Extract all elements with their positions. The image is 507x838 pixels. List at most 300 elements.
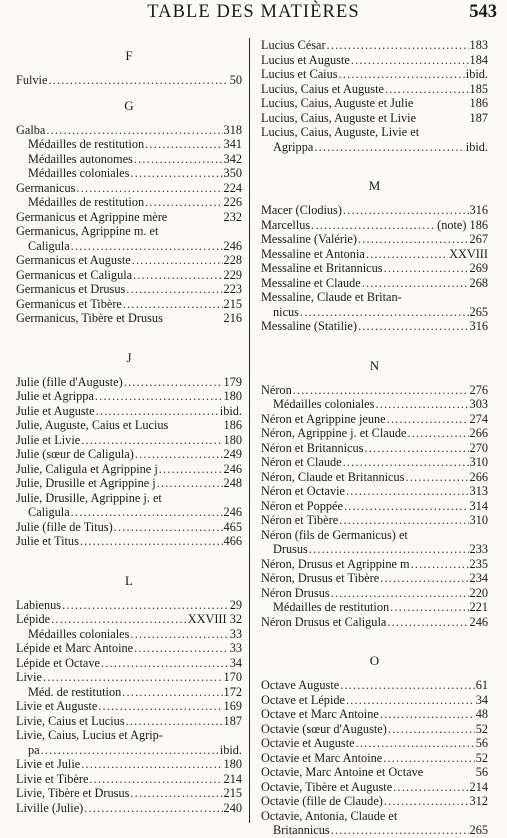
entry-page-number: 312 bbox=[469, 794, 488, 808]
dot-leader bbox=[84, 801, 222, 816]
index-entry bbox=[261, 600, 488, 615]
dot-leader bbox=[96, 404, 219, 419]
dot-leader bbox=[122, 685, 222, 700]
dot-leader bbox=[134, 641, 229, 656]
index-entry bbox=[16, 627, 242, 642]
column-divider bbox=[249, 38, 250, 823]
entry-page-number: 269 bbox=[469, 261, 488, 275]
index-entry bbox=[16, 152, 242, 167]
entry-page-number: 169 bbox=[223, 699, 242, 713]
index-entry bbox=[16, 268, 242, 283]
entry-label: Germanicus et Drusus bbox=[16, 282, 126, 296]
index-entry bbox=[16, 297, 242, 312]
dot-leader bbox=[358, 232, 469, 247]
index-entry bbox=[16, 641, 242, 656]
entry-page-number: 223 bbox=[223, 282, 242, 296]
entry-label: Médailles coloniales bbox=[273, 397, 375, 411]
index-entry bbox=[16, 389, 242, 404]
dot-leader bbox=[126, 714, 223, 729]
dot-leader bbox=[346, 693, 475, 708]
entry-page-number: 214 bbox=[469, 779, 488, 794]
index-entry bbox=[261, 528, 488, 543]
entry-page-number: 232 bbox=[223, 209, 242, 224]
index-entry bbox=[261, 470, 488, 485]
entry-page-number: 52 bbox=[475, 750, 488, 765]
entry-page-number: 466 bbox=[223, 534, 242, 548]
dot-leader bbox=[411, 557, 469, 572]
index-entry bbox=[261, 232, 488, 247]
entry-label: Julie, Drusille et Agrippine j bbox=[16, 476, 156, 490]
dot-leader bbox=[343, 455, 469, 470]
dot-leader bbox=[340, 678, 475, 693]
section-letter: O bbox=[369, 653, 380, 668]
index-entry bbox=[16, 714, 242, 729]
dot-leader bbox=[46, 123, 222, 138]
entry-page-number: 216 bbox=[223, 311, 242, 325]
entry-label: Julie et Livie bbox=[16, 432, 81, 447]
entry-label: Julie (fille de Titus) bbox=[16, 519, 113, 534]
entry-page-number: 265 bbox=[469, 304, 488, 319]
entry-page-number: 29 bbox=[229, 597, 242, 612]
index-entry bbox=[16, 210, 242, 225]
entry-label: Octavie et Marc Antoine bbox=[261, 750, 383, 765]
index-entry bbox=[16, 253, 242, 268]
dot-leader bbox=[134, 152, 223, 167]
entry-page-number: 187 bbox=[223, 713, 242, 728]
index-entry bbox=[261, 823, 488, 838]
entry-page-number: 180 bbox=[223, 757, 242, 771]
dot-leader bbox=[62, 598, 229, 613]
index-entry bbox=[261, 319, 488, 334]
entry-label: Méd. de restitution bbox=[28, 684, 122, 699]
index-entry bbox=[16, 520, 242, 535]
page-number: 543 bbox=[469, 2, 497, 22]
entry-label: Britannicus bbox=[273, 823, 330, 837]
index-entry bbox=[261, 542, 488, 557]
index-entry bbox=[261, 736, 488, 751]
entry-label: Livie, Tibère et Drusus bbox=[16, 786, 130, 800]
index-entry bbox=[261, 707, 488, 722]
entry-label: Labienus bbox=[16, 597, 62, 612]
entry-page-number: 61 bbox=[475, 678, 488, 692]
entry-label: Germanicus et Auguste bbox=[16, 253, 131, 267]
entry-page-number: 310 bbox=[469, 455, 488, 469]
index-entry bbox=[16, 685, 242, 700]
entry-label: Liville (Julie) bbox=[16, 800, 84, 815]
entry-page-number: 186 bbox=[223, 418, 242, 432]
dot-leader bbox=[130, 166, 222, 181]
dot-leader bbox=[132, 253, 223, 268]
entry-label: Lucius et Auguste bbox=[261, 52, 350, 67]
entry-label: Octave et Lépide bbox=[261, 692, 345, 707]
dot-leader bbox=[76, 181, 222, 196]
entry-label: Médailles de restitution bbox=[28, 195, 145, 209]
entry-page-number: 228 bbox=[223, 253, 242, 267]
index-entry bbox=[261, 513, 488, 528]
entry-label: Néron, Drusus et Tibère bbox=[261, 571, 380, 585]
index-entry bbox=[16, 786, 242, 801]
entry-label: Messaline, Claude et Britan- bbox=[261, 290, 402, 304]
dot-leader bbox=[293, 383, 469, 398]
entry-label: Néron et Claude bbox=[261, 455, 342, 469]
dot-leader bbox=[145, 137, 222, 152]
index-column-left bbox=[16, 38, 242, 815]
entry-page-number: 184 bbox=[469, 52, 488, 67]
dot-leader bbox=[390, 600, 468, 615]
index-entry bbox=[16, 239, 242, 254]
entry-page-number: 303 bbox=[469, 397, 488, 411]
index-entry bbox=[261, 693, 488, 708]
entry-page-number: 180 bbox=[223, 432, 242, 447]
dot-leader bbox=[366, 247, 448, 262]
dot-leader bbox=[41, 743, 219, 758]
dot-leader bbox=[364, 441, 468, 456]
index-entry bbox=[16, 123, 242, 138]
dot-leader bbox=[387, 615, 468, 630]
entry-page-number: 316 bbox=[469, 203, 488, 217]
section-gap bbox=[261, 154, 488, 168]
section-letter: L bbox=[125, 572, 133, 588]
dot-leader bbox=[385, 82, 469, 97]
entry-page-number: 185 bbox=[469, 81, 488, 96]
entry-page-number: 274 bbox=[469, 411, 488, 426]
entry-page-number: 180 bbox=[223, 389, 242, 403]
dot-leader bbox=[51, 612, 187, 627]
index-entry bbox=[261, 140, 488, 155]
index-entry bbox=[261, 397, 488, 412]
index-entry bbox=[261, 557, 488, 572]
entry-label: Lépide et Octave bbox=[16, 655, 100, 670]
entry-page-number: 235 bbox=[469, 556, 488, 571]
dot-leader bbox=[405, 470, 468, 485]
dot-leader bbox=[380, 707, 475, 722]
dot-leader bbox=[375, 397, 468, 412]
entry-page-number: 226 bbox=[223, 195, 242, 209]
entry-label: Néron, Claude et Britannicus bbox=[261, 469, 405, 484]
entry-page-number: 270 bbox=[469, 440, 488, 455]
entry-label: Néron (fils de Germanicus) et bbox=[261, 527, 408, 542]
dot-leader bbox=[101, 656, 229, 671]
entry-label: Néron, Drusus et Agrippine m bbox=[261, 556, 410, 571]
entry-label: Germanicus bbox=[16, 180, 76, 195]
entry-page-number: 246 bbox=[469, 614, 488, 629]
index-entry bbox=[261, 412, 488, 427]
index-entry bbox=[16, 311, 242, 326]
entry-label: Livie et Auguste bbox=[16, 699, 98, 713]
page-title: TABLE DES MATIÈRES bbox=[147, 2, 360, 22]
index-entry bbox=[261, 765, 488, 780]
index-entry bbox=[16, 505, 242, 520]
entry-label: Médailles autonomes bbox=[28, 151, 133, 166]
dot-leader bbox=[130, 627, 228, 642]
entry-label: Germanicus et Caligula bbox=[16, 267, 133, 282]
entry-page-number: 246 bbox=[223, 505, 242, 519]
entry-page-number: 172 bbox=[223, 684, 242, 699]
index-entry bbox=[261, 305, 488, 320]
entry-label: Julie (fille d'Auguste) bbox=[16, 374, 123, 389]
entry-label: Octavie (sœur d'Auguste) bbox=[261, 721, 387, 736]
entry-page-number: 48 bbox=[475, 707, 488, 721]
dot-leader bbox=[387, 412, 469, 427]
index-entry bbox=[261, 125, 488, 140]
entry-page-number: 170 bbox=[223, 670, 242, 684]
entry-label: Lépide bbox=[16, 612, 51, 626]
index-entry bbox=[261, 111, 488, 126]
entry-page-number: 220 bbox=[469, 585, 488, 600]
entry-label: Julie et Agrippa bbox=[16, 389, 94, 403]
dot-leader bbox=[71, 505, 223, 520]
entry-page-number: 187 bbox=[469, 110, 488, 125]
dot-leader bbox=[393, 780, 468, 795]
index-entry bbox=[16, 476, 242, 491]
entry-page-number: 233 bbox=[469, 542, 488, 556]
dot-leader bbox=[384, 261, 469, 276]
entry-label: Julie (sœur de Caligula) bbox=[16, 447, 134, 461]
dot-leader bbox=[339, 67, 465, 82]
index-entry bbox=[261, 383, 488, 398]
dot-leader bbox=[130, 786, 222, 801]
dot-leader bbox=[383, 751, 474, 766]
dot-leader bbox=[300, 305, 469, 320]
index-entry bbox=[16, 447, 242, 462]
dot-leader bbox=[309, 542, 469, 557]
entry-label: Messaline et Britannicus bbox=[261, 261, 383, 275]
index-entry bbox=[261, 780, 488, 795]
entry-label: Macer (Clodius) bbox=[261, 203, 342, 217]
dot-leader bbox=[114, 520, 223, 535]
dot-leader bbox=[407, 426, 468, 441]
dot-leader bbox=[81, 433, 222, 448]
dot-leader bbox=[380, 571, 468, 586]
index-entry bbox=[16, 137, 242, 152]
entry-label: Livie et Julie bbox=[16, 757, 81, 771]
index-entry bbox=[16, 166, 242, 181]
entry-page-number: 234 bbox=[469, 571, 488, 585]
entry-page-number: 179 bbox=[223, 374, 242, 389]
dot-leader bbox=[388, 722, 475, 737]
index-entry bbox=[261, 441, 488, 456]
section-letter: J bbox=[126, 349, 132, 365]
entry-label: Néron et Agrippine jeune bbox=[261, 411, 386, 426]
entry-label: Lucius, Caius, Auguste et Livie bbox=[261, 110, 417, 125]
entry-label: Caligula bbox=[28, 238, 70, 253]
index-entry bbox=[261, 571, 488, 586]
entry-page-number: 316 bbox=[469, 319, 488, 333]
entry-label: Octavie (fille de Claude) bbox=[261, 794, 383, 808]
dot-leader bbox=[81, 757, 222, 772]
index-entry bbox=[261, 722, 488, 737]
entry-page-number: 266 bbox=[469, 426, 488, 440]
index-entry bbox=[261, 67, 488, 82]
entry-page-number: 265 bbox=[469, 823, 488, 837]
dot-leader bbox=[157, 476, 223, 491]
dot-leader bbox=[356, 736, 475, 751]
dot-leader bbox=[346, 484, 469, 499]
entry-label: Marcellus bbox=[261, 217, 311, 232]
entry-label: Lucius et Caius bbox=[261, 67, 338, 81]
entry-label: Lucius, Caius et Auguste bbox=[261, 81, 384, 96]
index-entry bbox=[261, 261, 488, 276]
entry-label: Messaline (Statilie) bbox=[261, 319, 357, 333]
index-entry bbox=[261, 247, 488, 262]
entry-page-number: 224 bbox=[223, 180, 242, 195]
index-entry bbox=[16, 404, 242, 419]
dot-leader bbox=[344, 499, 469, 514]
index-entry bbox=[16, 433, 242, 448]
entry-label: Julie, Auguste, Caius et Lucius bbox=[16, 418, 169, 432]
section-letter: F bbox=[125, 48, 133, 63]
entry-label: Messaline et Claude bbox=[261, 275, 361, 290]
entry-label: Galba bbox=[16, 122, 46, 137]
entry-page-number: 186 bbox=[469, 96, 488, 110]
page-header bbox=[0, 2, 507, 28]
entry-label: Livie bbox=[16, 670, 42, 684]
index-entry bbox=[16, 728, 242, 743]
entry-label: Messaline et Antonia bbox=[261, 246, 365, 261]
index-entry bbox=[16, 73, 242, 88]
index-entry bbox=[16, 612, 242, 627]
dot-leader bbox=[126, 282, 222, 297]
entry-label: Lucius, Caius, Auguste et Julie bbox=[261, 96, 414, 110]
entry-page-number: 246 bbox=[223, 238, 242, 253]
entry-label: Octavie, Marc Antoine et Octave bbox=[261, 765, 424, 779]
entry-label: Médailles de restitution bbox=[273, 600, 390, 614]
entry-label: Octavie, Antonia, Claude et bbox=[261, 808, 398, 823]
entry-page-number: 268 bbox=[469, 275, 488, 290]
entry-page-number: 214 bbox=[223, 771, 242, 786]
entry-label: Drusus bbox=[273, 542, 308, 556]
entry-page-number: 52 bbox=[475, 721, 488, 736]
entry-label: Octave Auguste bbox=[261, 678, 340, 692]
dot-leader bbox=[339, 513, 468, 528]
entry-label: Livie et Tibère bbox=[16, 771, 89, 786]
entry-label: Agrippa bbox=[273, 139, 314, 154]
entry-page-number: 229 bbox=[223, 267, 242, 282]
entry-label: Germanicus, Tibère et Drusus bbox=[16, 311, 163, 325]
index-entry bbox=[261, 751, 488, 766]
index-entry bbox=[16, 743, 242, 758]
entry-page-number: 240 bbox=[223, 800, 242, 815]
section-gap bbox=[261, 629, 488, 643]
index-entry bbox=[261, 615, 488, 630]
entry-page-number: 246 bbox=[223, 461, 242, 476]
entry-page-number: 465 bbox=[223, 519, 242, 534]
dot-leader bbox=[135, 447, 223, 462]
index-entry bbox=[261, 484, 488, 499]
entry-label: Livie, Caius et Lucius bbox=[16, 713, 125, 728]
index-entry bbox=[16, 656, 242, 671]
entry-page-number: 313 bbox=[469, 484, 488, 498]
entry-label: Néron, Agrippine j. et Claude bbox=[261, 426, 407, 440]
entry-label: Lucius César bbox=[261, 38, 326, 52]
index-entry bbox=[16, 418, 242, 433]
index-entry bbox=[16, 772, 242, 787]
entry-page-number: 341 bbox=[223, 137, 242, 151]
index-entry bbox=[16, 670, 242, 685]
entry-page-number: 310 bbox=[469, 513, 488, 527]
entry-page-number: 56 bbox=[475, 736, 488, 750]
entry-page-number: ibid. bbox=[465, 139, 488, 154]
index-entry bbox=[16, 801, 242, 816]
entry-page-number: 183 bbox=[469, 38, 488, 52]
dot-leader bbox=[80, 534, 223, 549]
index-entry bbox=[261, 290, 488, 305]
index-entry bbox=[16, 195, 242, 210]
index-entry bbox=[261, 96, 488, 111]
dot-leader bbox=[43, 670, 223, 685]
dot-leader bbox=[358, 319, 469, 334]
entry-label: Messaline (Valérie) bbox=[261, 232, 357, 246]
index-entry bbox=[16, 757, 242, 772]
entry-page-number: 56 bbox=[475, 765, 488, 779]
index-entry bbox=[16, 598, 242, 613]
index-entry bbox=[16, 375, 242, 390]
entry-page-number: XXVIII 32 bbox=[187, 612, 242, 626]
entry-page-number: 276 bbox=[469, 382, 488, 397]
index-entry bbox=[261, 203, 488, 218]
index-entry bbox=[16, 224, 242, 239]
entry-label: Octavie et Auguste bbox=[261, 736, 355, 750]
entry-page-number: 266 bbox=[469, 469, 488, 484]
dot-leader bbox=[159, 462, 223, 477]
index-entry bbox=[16, 534, 242, 549]
index-entry bbox=[16, 282, 242, 297]
dot-leader bbox=[343, 203, 469, 218]
index-entry bbox=[261, 53, 488, 68]
entry-label: Néron Drusus et Caligula bbox=[261, 614, 387, 629]
entry-page-number: (note) 186 bbox=[437, 217, 488, 232]
dot-leader bbox=[331, 823, 469, 838]
entry-page-number: 215 bbox=[223, 296, 242, 311]
entry-page-number: 50 bbox=[229, 73, 242, 87]
entry-page-number: ibid. bbox=[465, 67, 488, 81]
dot-leader bbox=[133, 268, 222, 283]
index-entry bbox=[261, 794, 488, 809]
entry-label: Fulvie bbox=[16, 73, 48, 87]
entry-page-number: 342 bbox=[223, 151, 242, 166]
entry-page-number: 314 bbox=[469, 498, 488, 513]
index-entry bbox=[261, 586, 488, 601]
entry-page-number: 215 bbox=[223, 786, 242, 800]
entry-label: pa bbox=[28, 742, 40, 757]
entry-label: Néron et Poppée bbox=[261, 498, 343, 513]
entry-label: Néron Drusus bbox=[261, 585, 330, 600]
entry-label: Julie, Caligula et Agrippine j bbox=[16, 461, 158, 476]
index-column-right bbox=[261, 38, 488, 838]
entry-page-number: 249 bbox=[223, 447, 242, 461]
section-gap bbox=[261, 334, 488, 348]
entry-page-number: 221 bbox=[469, 600, 488, 614]
dot-leader bbox=[123, 297, 223, 312]
entry-label: Octavie, Tibère et Auguste bbox=[261, 779, 393, 794]
entry-label: Lépide et Marc Antoine bbox=[16, 641, 134, 655]
entry-page-number: ibid. bbox=[219, 742, 242, 757]
entry-label: Néron bbox=[261, 382, 292, 397]
index-entry bbox=[16, 462, 242, 477]
entry-page-number: ibid. bbox=[219, 403, 242, 418]
entry-label: Livie, Caius, Lucius et Agrip- bbox=[16, 728, 163, 742]
entry-label: Médailles de restitution bbox=[28, 137, 145, 151]
entry-label: Médailles coloniales bbox=[28, 166, 130, 180]
entry-page-number: 33 bbox=[229, 626, 242, 641]
dot-leader bbox=[145, 195, 222, 210]
index-entry bbox=[261, 82, 488, 97]
index-entry bbox=[261, 809, 488, 824]
entry-label: Octave et Marc Antoine bbox=[261, 707, 379, 721]
index-entry bbox=[261, 276, 488, 291]
dot-leader bbox=[71, 239, 223, 254]
entry-page-number: 248 bbox=[223, 476, 242, 490]
